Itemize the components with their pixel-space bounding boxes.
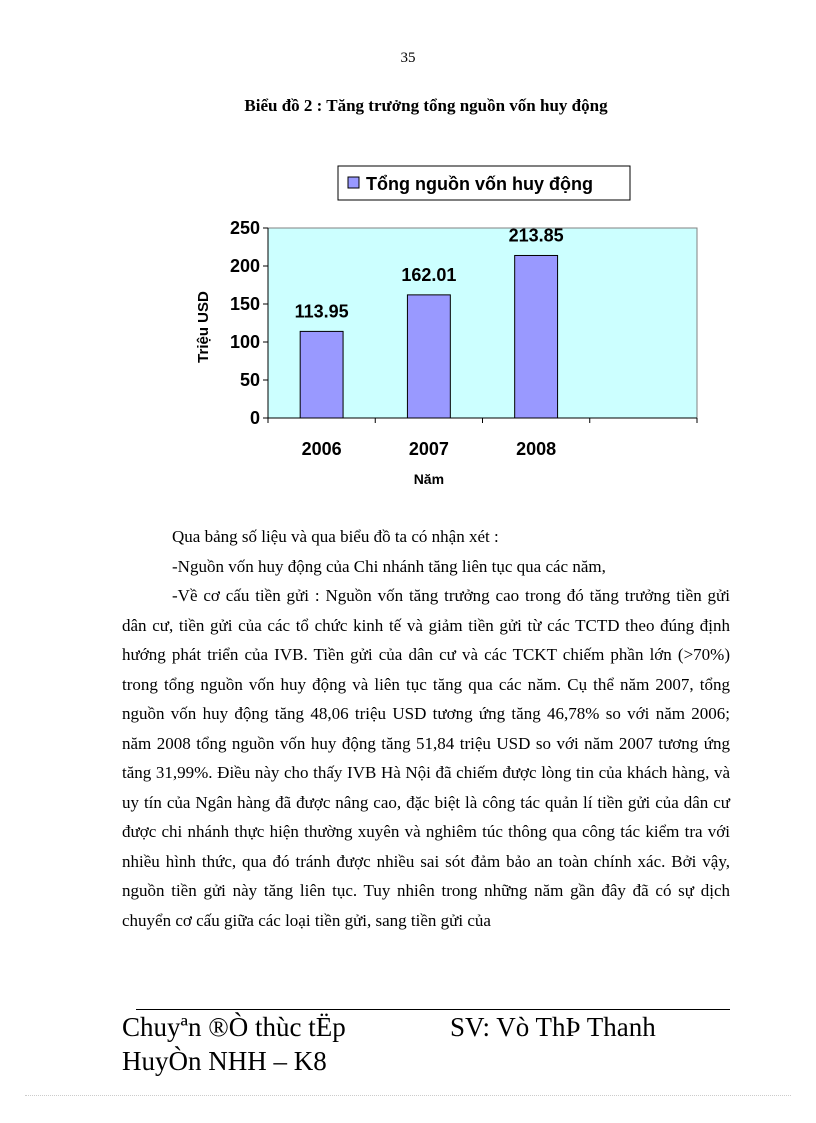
legend-label: Tổng nguồn vốn huy động [366,174,593,194]
x-tick-label-2006: 2006 [301,439,342,459]
page-number: 35 [400,50,416,66]
footer-student-cont: HuyÒn NHH – K8 [122,1046,327,1076]
paragraph-intro: Qua bảng số liệu và qua biểu đồ ta có nhận xét : [172,527,499,546]
page-footer [122,1010,742,1078]
body-text [122,522,730,935]
y-tick-label: 100 [229,332,260,352]
page-bottom-edge [25,1095,791,1096]
y-tick-label: 250 [229,218,260,238]
y-tick-label: 200 [229,256,260,276]
x-tick-label-2008: 2008 [516,439,557,459]
data-label-2006: 113.95 [294,301,349,322]
x-tick-label-2007: 2007 [408,439,449,459]
chart-caption: Biểu đồ 2 : Tăng trưởng tổng nguồn vốn huy động [244,96,608,115]
y-tick-label: 150 [229,294,260,314]
data-label-2008: 213.85 [508,225,564,246]
bar-2008 [515,255,558,418]
footer-student: SV: Vò ThÞ Thanh [450,1012,656,1042]
bar-chart [180,160,720,500]
bar-2006 [300,331,343,418]
x-axis-title: Năm [413,471,445,487]
y-axis-title: Triệu USD [195,291,212,363]
paragraph-point-2: -Về cơ cấu tiền gửi : Nguồn vốn tăng trưởng cao trong đó tăng trưởng tiền gửi dân cư, tiền gửi của các tổ chức kinh tế và giảm tiền gửi từ các TCTD theo đúng định hướng phát triển của IVB. Tiền gửi của dân cư và các TCKT chiếm phần lớn (>70%) trong tổng nguồn vốn huy động và liên tục tăng qua các năm. Cụ thể năm 2007, tổng nguồn vốn huy động tăng 48,06 triệu USD tương ứng tăng 46,78% so với năm 2006; năm 2008 tổng nguồn vốn huy động tăng 51,84 triệu USD so với năm 2007 tương ứng tăng 31,99%. Điều này cho thấy IVB Hà Nội đã chiếm được lòng tin của khách hàng, và uy tín của Ngân hàng đã được nâng cao, đặc biệt là công tác quản lí tiền gửi của dân cư được chi nhánh thực hiện thường xuyên và nghiêm túc thông qua công tác kiểm tra với nhiều hình thức, qua đó tránh được nhiều sai sót đảm bảo an toàn chính xác. Bởi vậy, nguồn tiền gửi này tăng liên tục. Tuy nhiên trong những năm gần đây đã có sự dịch chuyển cơ cấu giữa các loại tiền gửi, sang tiền gửi của [122,586,730,930]
footer-title: Chuyªn ®Ò thùc tËp [122,1012,346,1042]
legend-swatch [348,177,359,188]
bar-2007 [407,295,450,418]
y-tick-label: 0 [249,408,260,428]
y-tick-label: 50 [239,370,260,390]
paragraph-point-1: -Nguồn vốn huy động của Chi nhánh tăng liên tục qua các năm, [172,556,606,576]
data-label-2007: 162.01 [401,264,457,285]
